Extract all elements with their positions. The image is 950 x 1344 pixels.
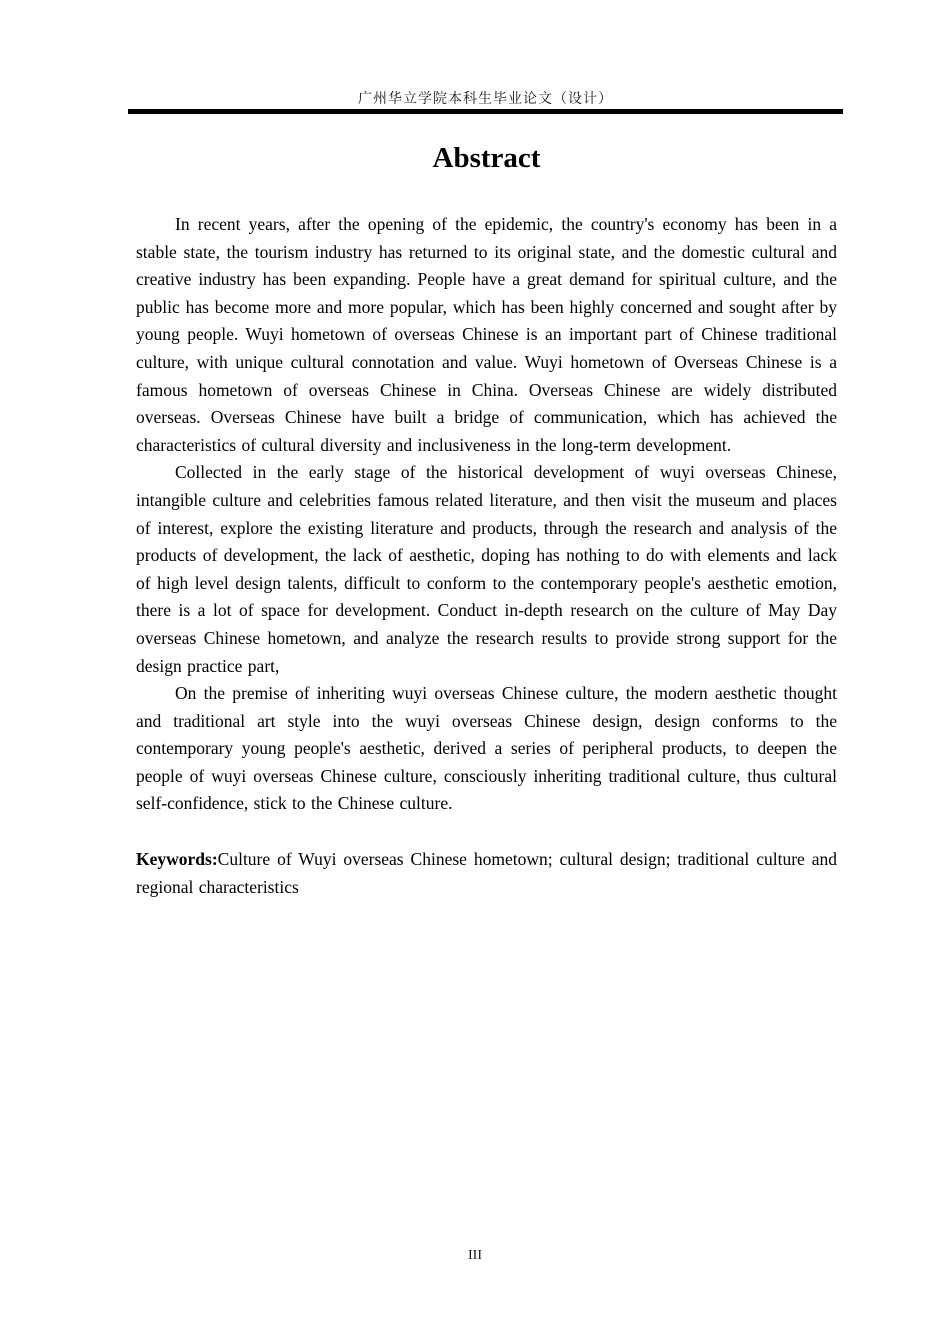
- page-title: Abstract: [432, 142, 541, 174]
- page-header-text: 广州华立学院本科生毕业论文（设计）: [358, 92, 613, 107]
- abstract-paragraph-2: Collected in the early stage of the historical development of wuyi overseas Chinese, intangible culture and celebrities famous related literature, and then visit the museum and places of interest, explore the existing literature and products, through the research and analysis of the products of development, the lack of aesthetic, doping has nothing to do with elements and lack of high level design talents, difficult to conform to the contemporary people's aesthetic emotion, there is a lot of space for development. Conduct in-depth research on the culture of May Day overseas Chinese hometown, and analyze the research results to provide strong support for the design practice part,: [136, 462, 837, 676]
- document-body: [136, 140, 837, 901]
- keywords-paragraph: [136, 846, 837, 901]
- keywords-text: Culture of Wuyi overseas Chinese hometown; cultural design; traditional culture and regional characteristics: [136, 849, 837, 897]
- abstract-paragraph-3: On the premise of inheriting wuyi overseas Chinese culture, the modern aesthetic thought and traditional art style into the wuyi overseas Chinese design, design conforms to the contemporary young people's aesthetic, derived a series of peripheral products, to deepen the people of wuyi overseas Chinese culture, consciously inheriting traditional culture, thus cultural self-confidence, stick to the Chinese culture.: [136, 683, 837, 814]
- abstract-paragraph-1: In recent years, after the opening of the epidemic, the country's economy has been in a stable state, the tourism industry has returned to its original state, and the domestic cultural and creative industry has been expanding. People have a great demand for spiritual culture, and the public has become more and more popular, which has been highly concerned and sought after by young people. Wuyi hometown of overseas Chinese is an important part of Chinese traditional culture, with unique cultural connotation and value. Wuyi hometown of Overseas Chinese is a famous hometown of overseas Chinese in China. Overseas Chinese are widely distributed overseas. Overseas Chinese have built a bridge of communication, which has achieved the characteristics of cultural diversity and inclusiveness in the long-term development.: [136, 214, 837, 455]
- keywords-label: Keywords:: [136, 849, 218, 870]
- header-divider-rule: [128, 109, 843, 114]
- page-number: III: [468, 1248, 482, 1263]
